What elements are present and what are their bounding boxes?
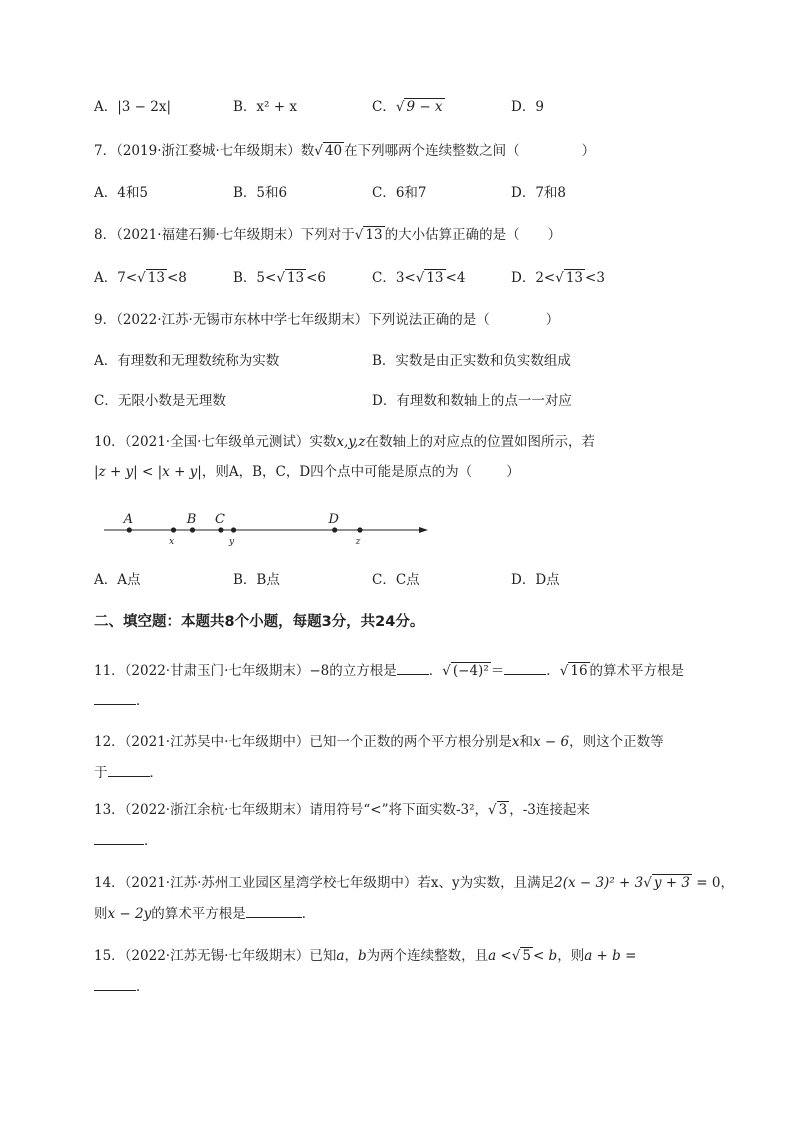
q11-radicand-1: (−4)² — [452, 663, 489, 679]
q15-ineq-post: < b — [532, 948, 558, 964]
q12-text-1: 12．（2021·江苏吴中·七年级期中）已知一个正数的两个平方根分别是 — [94, 734, 512, 750]
q8-a-post: <8 — [166, 270, 187, 286]
q15-text-1: 15．（2022·江苏无锡·七年级期末）已知 — [94, 948, 337, 964]
q8-d-radicand: 13 — [565, 270, 584, 286]
number-line-var-x: x — [168, 537, 175, 547]
q8-close-paren: ） — [547, 227, 562, 243]
q9-option-c: C．无限小数是无理数 — [94, 393, 226, 409]
q11-radicand-2: 16 — [570, 663, 588, 679]
number-line-var-z: z — [355, 537, 361, 547]
q11-blank-2[interactable] — [504, 660, 546, 675]
q10-option-a: A．A点 — [94, 572, 141, 588]
number-line-label-B: B — [186, 512, 197, 527]
q7-option-d: D．7和8 — [511, 185, 567, 201]
q13-text-1: 13．（2022·浙江余杭·七年级期末）请用符号“<”将下面实数-3²， — [94, 802, 489, 818]
q11-stem: 11．（2022·甘肃玉门·七年级期末）−8的立方根是 ．√ (−4)² ＝ ．√ 16 的算术平方根是 — [94, 660, 684, 681]
q8-a-radicand: 13 — [147, 270, 165, 286]
q15-blank[interactable] — [94, 976, 136, 991]
q12-text-5: ． — [149, 765, 163, 781]
q8-option-d: D．2<√ 13 <3 — [511, 270, 605, 286]
q13-stem-line2 — [94, 830, 158, 851]
q10-close-paren: ） — [506, 464, 520, 480]
q6-option-a: A．|3 − 2x| — [94, 99, 172, 115]
q14-eq-post: = 0， — [691, 875, 734, 891]
q10-stem-prefix: 10．（2021·全国·七年级单元测试）实数 — [94, 434, 337, 450]
q7-radicand: 40 — [324, 143, 343, 159]
q14-stem: 14．（2021·江苏·苏州工业园区星湾学校七年级期中）若x、y为实数，且满足2(x − 3)² + 3√ y + 3 = 0， — [94, 875, 734, 891]
q10-stem-line2 — [94, 462, 520, 482]
q6-option-b: B．x² + x — [233, 99, 297, 115]
q10-stem-line1 — [94, 432, 595, 452]
q14-text-1: 14．（2021·江苏·苏州工业园区星湾学校七年级期中）若x、y为实数，且满足 — [94, 875, 555, 891]
q15-text-4: ，则 — [557, 948, 585, 964]
number-line-label-A: A — [123, 512, 133, 527]
q11-text-2: ． — [428, 663, 443, 679]
q9-stem — [94, 310, 559, 330]
q11-text-4: ． — [546, 663, 560, 679]
q14-text-4: ． — [301, 906, 316, 922]
q8-stem-suffix: 的大小估算正确的是（ — [384, 227, 520, 243]
q7-stem: 7．（2019·浙江婺城·七年级期末）数√ 40 在下列哪两个连续整数之间（ ） — [94, 143, 596, 159]
q13-radicand: 3 — [498, 802, 508, 818]
q15-ineq-radicand: 5 — [522, 948, 531, 964]
q11-blank-1[interactable] — [397, 660, 429, 675]
q7-option-a: A．4和5 — [94, 185, 148, 201]
number-line-var-y: y — [229, 537, 235, 547]
q15-ineq-pre: a < — [488, 948, 512, 964]
q15-text-5: ． — [136, 979, 150, 995]
q8-b-radicand: 13 — [286, 270, 305, 286]
q10-condition: |z + y| < |x + y| — [94, 464, 202, 480]
q15-text-3: 为两个连续整数，且 — [366, 948, 489, 964]
q8-c-radicand: 13 — [426, 270, 444, 286]
q14-stem-line2 — [94, 903, 315, 924]
q14-eq-pre: 2(x − 3)² + 3 — [554, 875, 644, 891]
q7-stem-suffix: 在下列哪两个连续整数之间（ — [344, 143, 520, 159]
q9-stem-text: 9．（2022·江苏·无锡市东林中学七年级期末）下列说法正确的是（ — [94, 312, 490, 328]
q6-option-d: D．9 — [511, 99, 544, 115]
q11-text-1: 11．（2022·甘肃玉门·七年级期末）−8的立方根是 — [94, 663, 397, 679]
number-line-point-3 — [218, 527, 223, 532]
q10-option-d: D．D点 — [511, 572, 560, 588]
q12-var-2: x − 6 — [533, 734, 570, 750]
q14-text-2: 则 — [94, 906, 108, 922]
q10-stem-suffix2: ，则A，B，C，D四个点中可能是原点的为（ — [201, 464, 473, 480]
q7-option-c: C．6和7 — [372, 185, 427, 201]
q15-sum: a + b = — [584, 948, 637, 964]
q12-var-1: x — [511, 734, 520, 750]
q13-text-2: ，-3连接起来 — [509, 802, 590, 818]
q10-vars: x,y,z — [336, 434, 366, 450]
q6-option-c-label: C． — [372, 99, 396, 115]
q9-option-b: B．实数是由正实数和负实数组成 — [372, 353, 571, 369]
q10-stem-suffix: 在数轴上的对应点的位置如图所示，若 — [365, 434, 596, 450]
q13-stem: 13．（2022·浙江余杭·七年级期末）请用符号“<”将下面实数-3²，√ 3 ，-3连接起来 — [94, 802, 590, 818]
q9-option-a: A．有理数和无理数统称为实数 — [94, 353, 280, 369]
section-2-heading: 二、填空题：本题共8个小题，每题3分，共24分。 — [94, 614, 425, 630]
q10-option-b: B．B点 — [233, 572, 280, 588]
q6-option-c: C．√ 9 − x — [372, 99, 443, 115]
q8-option-a: A．7<√ 13 <8 — [94, 270, 187, 286]
number-line-point-2 — [190, 527, 195, 532]
number-line-point-6 — [357, 527, 362, 532]
q8-d-post: <3 — [585, 270, 605, 286]
q12-blank[interactable] — [108, 762, 150, 777]
q14-eq-radicand: y + 3 — [653, 875, 690, 891]
q8-option-b: B．5<√ 13 <6 — [233, 270, 327, 286]
number-line-point-4 — [231, 527, 236, 532]
q11-blank-3[interactable] — [94, 690, 136, 705]
q11-stem-line2 — [94, 690, 150, 711]
q13-text-3: ． — [144, 833, 158, 849]
q15-text-2: ， — [344, 948, 358, 964]
q8-option-c: C．3<√ 13 <4 — [372, 270, 466, 286]
q8-c-post: <4 — [445, 270, 466, 286]
q15-stem-line2 — [94, 976, 150, 997]
q10-number-line — [94, 505, 434, 550]
q12-text-3: ，则这个正数等 — [569, 734, 664, 750]
q8-stem: 8．（2021·福建石狮·七年级期末）下列对于√ 13 的大小估算正确的是（ ） — [94, 227, 562, 243]
q8-stem-prefix: 8．（2021·福建石狮·七年级期末）下列对于 — [94, 227, 355, 243]
q13-blank[interactable] — [94, 830, 144, 845]
q6-option-c-radicand: 9 − x — [406, 99, 443, 115]
number-line-label-D: D — [328, 512, 339, 527]
q15-var-b: b — [357, 948, 367, 964]
q15-var-a: a — [336, 948, 345, 964]
q10-option-c: C．C点 — [372, 572, 420, 588]
q11-text-6: ． — [136, 693, 150, 709]
number-line-label-C: C — [214, 512, 225, 527]
q14-var: x − 2y — [107, 906, 152, 922]
q12-text-4: 于 — [94, 765, 108, 781]
q15-stem: 15．（2022·江苏无锡·七年级期末）已知a，b为两个连续整数，且a <√ 5 < b，则a + b = — [94, 948, 637, 964]
q8-radicand: 13 — [365, 227, 383, 243]
q12-stem — [94, 732, 664, 752]
q7-close-paren: ） — [581, 143, 596, 159]
q12-stem-line2 — [94, 762, 163, 783]
q14-text-3: 的算术平方根是 — [151, 906, 246, 922]
q9-option-d: D．有理数和数轴上的点一一对应 — [372, 393, 572, 409]
q12-text-2: 和 — [519, 734, 533, 750]
number-line-point-0 — [127, 527, 132, 532]
q11-text-3: ＝ — [490, 663, 505, 679]
q8-d-pre: D．2< — [511, 270, 556, 286]
q11-text-5: 的算术平方根是 — [589, 663, 685, 679]
q8-a-pre: A．7< — [94, 270, 138, 286]
number-line-point-1 — [171, 527, 176, 532]
q7-option-b: B．5和6 — [233, 185, 288, 201]
q8-c-pre: C．3< — [372, 270, 416, 286]
q9-close-paren: ） — [545, 312, 560, 328]
q8-b-post: <6 — [306, 270, 327, 286]
q14-blank[interactable] — [246, 903, 302, 918]
number-line-point-5 — [332, 527, 337, 532]
q7-stem-prefix: 7．（2019·浙江婺城·七年级期末）数 — [94, 143, 315, 159]
q8-b-pre: B．5< — [233, 270, 277, 286]
number-line-arrow — [419, 527, 428, 533]
